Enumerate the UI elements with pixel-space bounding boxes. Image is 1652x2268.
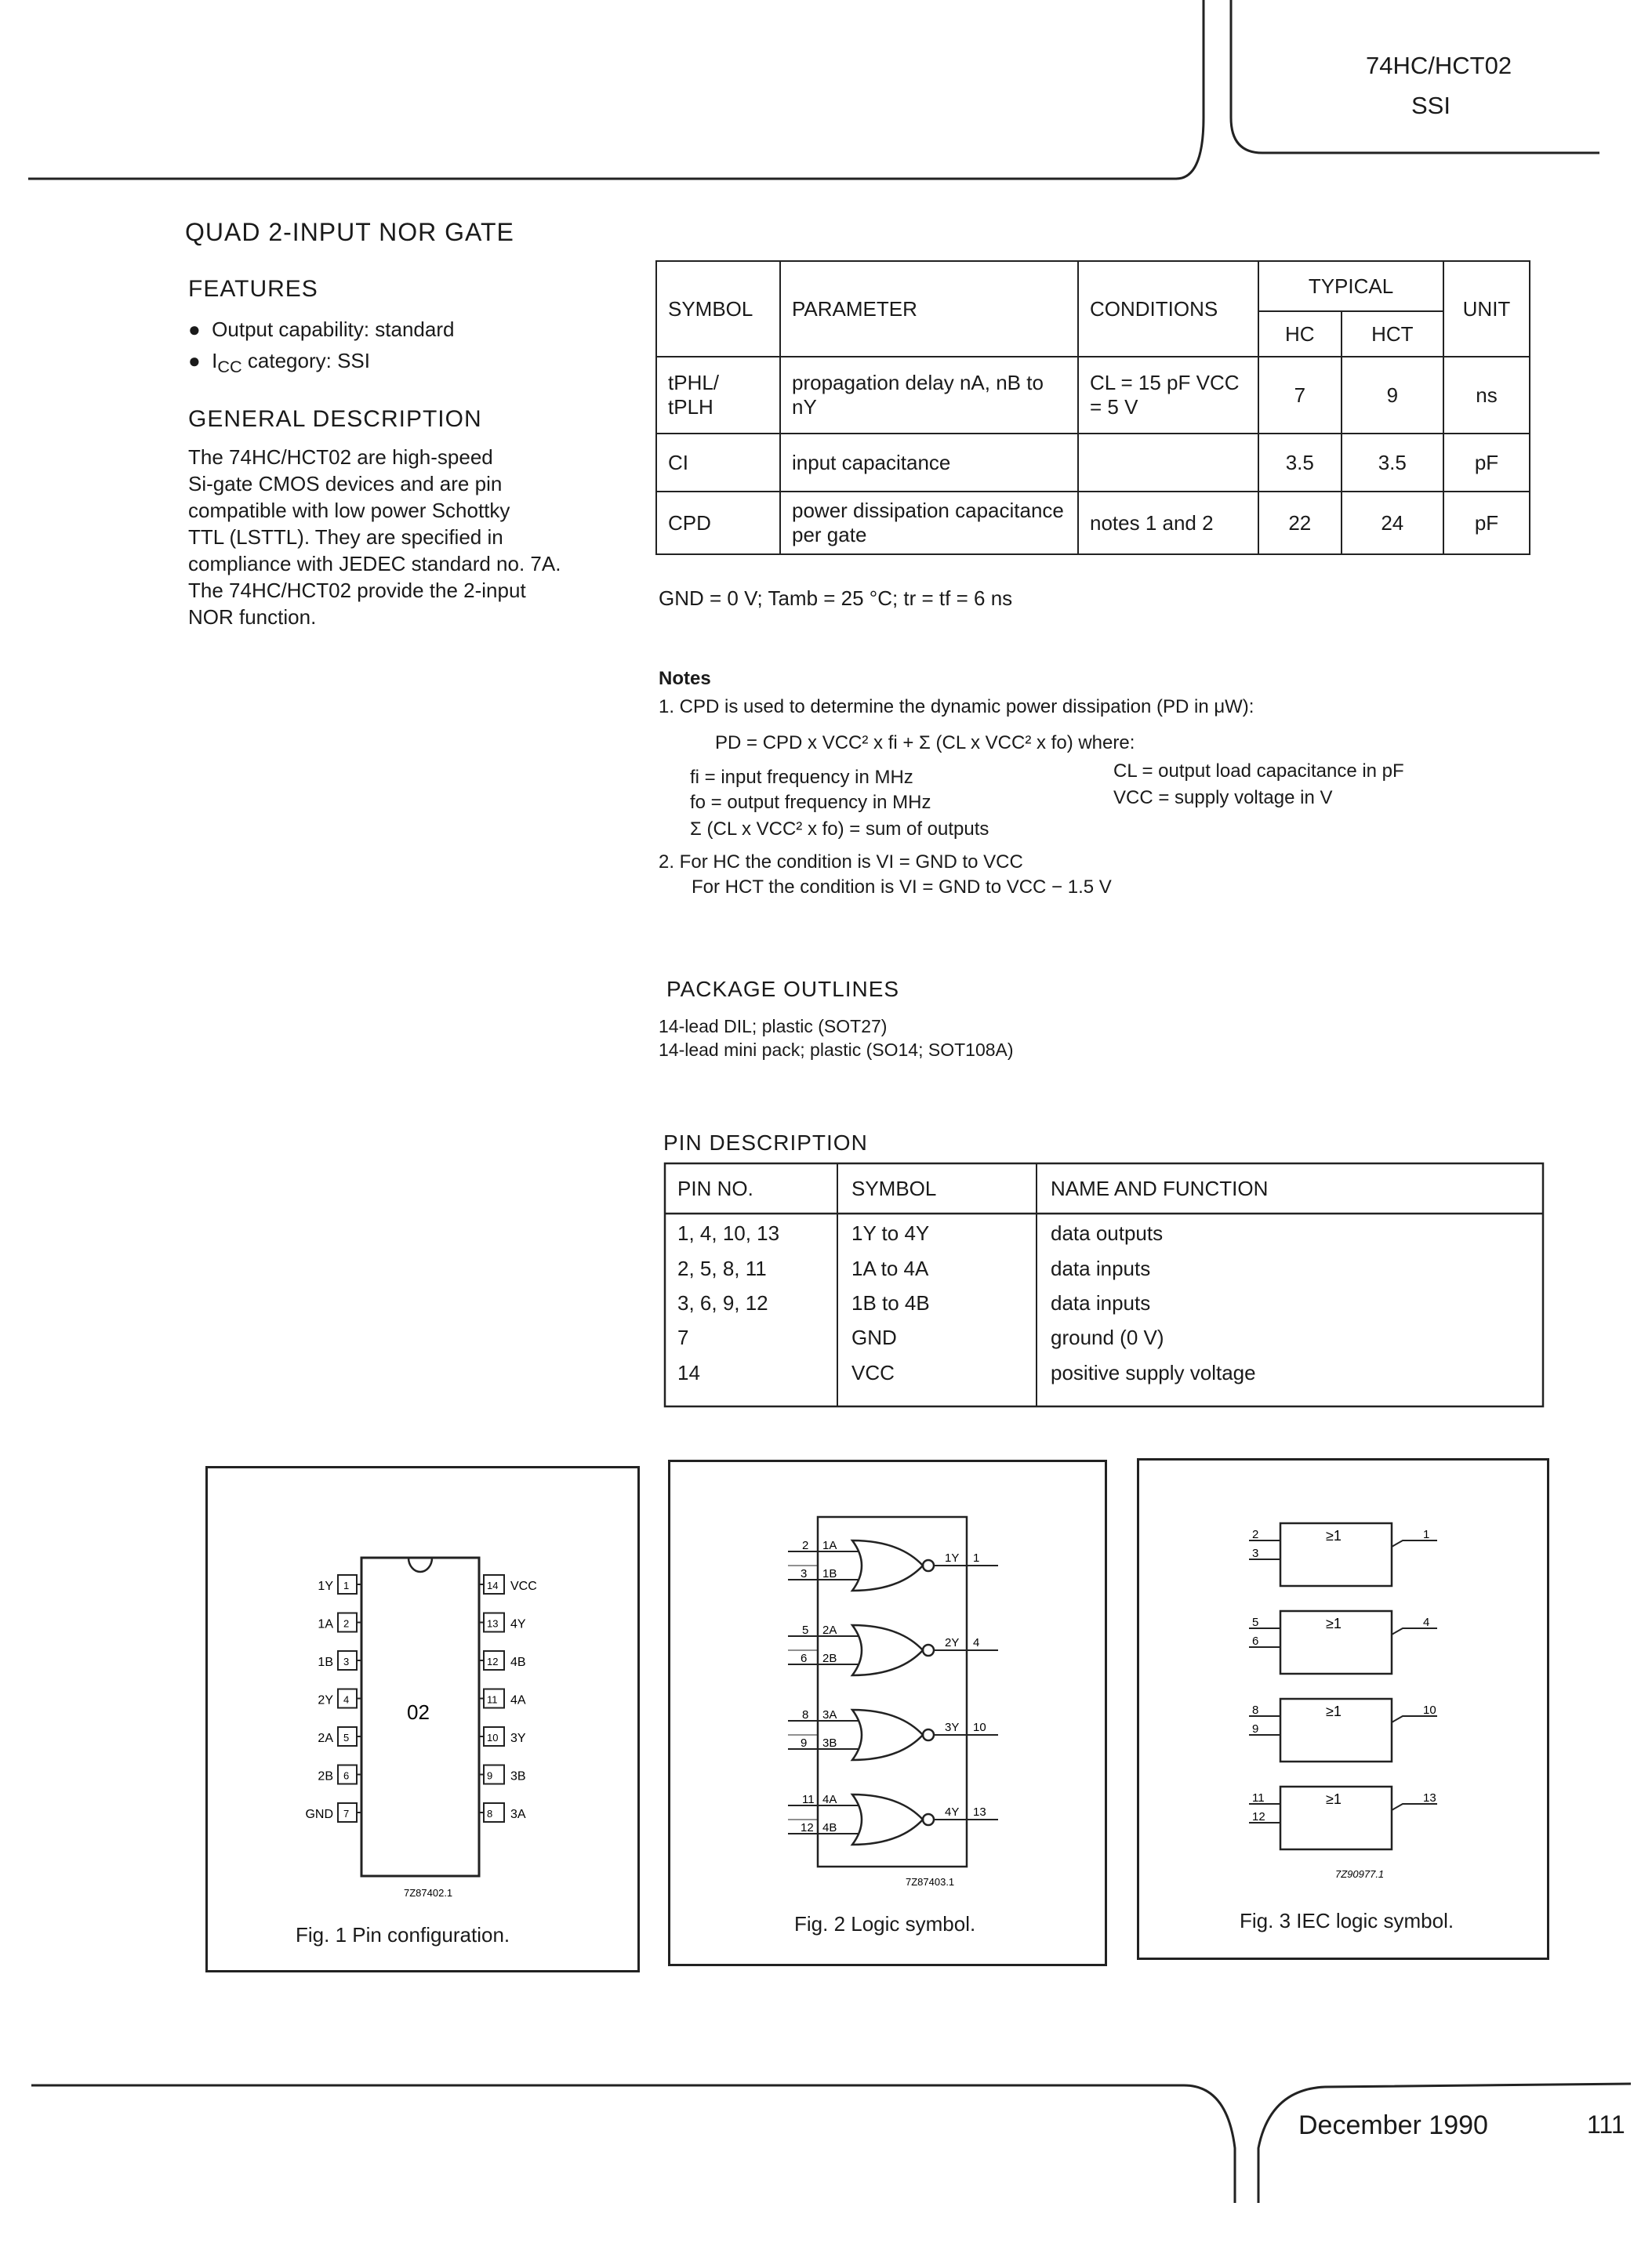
pin-number: 13: [1423, 1791, 1436, 1805]
pin-number: 8: [487, 1808, 493, 1820]
pin-number: 11: [487, 1693, 498, 1706]
input-label: 4A: [822, 1793, 837, 1806]
pin-number: 6: [343, 1769, 350, 1782]
figure-code: 7Z90977.1: [1335, 1868, 1385, 1880]
col-header: HC: [1258, 311, 1342, 357]
table-cell: ns: [1443, 357, 1530, 434]
col-header: NAME AND FUNCTION: [1051, 1176, 1269, 1200]
footer-date: December 1990: [1298, 2110, 1488, 2140]
note-equation: PD = CPD x VCC² x fi + Σ (CL x VCC² x fo) where:: [715, 732, 1135, 753]
pin-label: 2B: [318, 1769, 333, 1784]
fig3-caption: Fig. 3 IEC logic symbol.: [1240, 1909, 1454, 1932]
notes-heading: Notes: [659, 668, 711, 689]
figure-code: 7Z87403.1: [906, 1876, 955, 1888]
inversion-bubble: [923, 1729, 934, 1740]
table-cell: 7: [1258, 357, 1342, 434]
input-label: 4B: [822, 1821, 837, 1834]
footer-rules: [0, 2038, 1652, 2268]
feature-item: ● Output capability: standard: [188, 318, 455, 341]
fig1-caption: Fig. 1 Pin configuration.: [296, 1923, 510, 1947]
table-cell: data outputs: [1051, 1221, 1164, 1245]
table-cell: input capacitance: [780, 434, 1078, 492]
nor-gate: [852, 1794, 923, 1845]
pin-label: 2Y: [318, 1693, 333, 1707]
pin-number: 11: [802, 1793, 815, 1806]
table-cell: CPD: [656, 492, 780, 554]
pin-number: 3: [343, 1656, 350, 1667]
figure-code: 7Z87402.1: [404, 1887, 453, 1899]
package-line: 14-lead DIL; plastic (SOT27): [659, 1016, 888, 1036]
pin-label: 2A: [318, 1732, 333, 1745]
note-2a: 2. For HC the condition is VI = GND to VCC: [659, 851, 1023, 873]
note-vcc: VCC = supply voltage in V: [1113, 787, 1333, 808]
col-header: TYPICAL: [1258, 261, 1443, 311]
fig3-iec-logic-symbol: [1137, 1458, 1549, 1960]
fig1-pin-configuration: [205, 1466, 640, 1972]
features-heading: FEATURES: [188, 276, 318, 302]
chip-notch: [408, 1558, 432, 1572]
nor-gate: [852, 1540, 923, 1591]
pin-label: 1B: [318, 1656, 333, 1669]
table-cell: tPHL/ tPLH: [656, 357, 780, 434]
output-wire: [1392, 1628, 1437, 1635]
product-family: SSI: [1411, 92, 1450, 119]
pin-number: 10: [487, 1732, 499, 1744]
table-cell: power dissipation capacitance per gate: [780, 492, 1078, 554]
table-cell: 1Y to 4Y: [851, 1221, 930, 1245]
table-cell: 1A to 4A: [851, 1256, 929, 1280]
table-cell: data inputs: [1051, 1290, 1151, 1315]
table-cell: 9: [1342, 357, 1443, 434]
fig3-diagram: [1139, 1461, 1547, 1900]
chip-label: 02: [407, 1700, 430, 1724]
pin-label: 3A: [510, 1808, 526, 1821]
pin-number: 2: [1252, 1528, 1259, 1541]
pin-number: 9: [487, 1769, 493, 1782]
input-label: 1A: [822, 1539, 837, 1552]
table-row: [663, 1286, 1546, 1320]
table-footnote: GND = 0 V; Tamb = 25 °C; tr = tf = 6 ns: [659, 586, 1013, 610]
pin-label: 3B: [510, 1769, 526, 1784]
general-description-heading: GENERAL DESCRIPTION: [188, 406, 482, 432]
input-label: 3A: [822, 1708, 837, 1722]
table-cell: pF: [1443, 434, 1530, 492]
input-label: 2A: [822, 1624, 837, 1637]
pin-number: 1: [973, 1551, 980, 1565]
pin-number: 5: [802, 1624, 809, 1637]
output-wire: [1392, 1804, 1437, 1810]
pin-number: 12: [1252, 1810, 1265, 1823]
general-description: The 74HC/HCT02 are high-speed Si-gate CMOS devices and are pin compatible with low power Schottky TTL (LSTTL). They are specified in compliance with JEDEC standard no. 7A. The 74HC/HCT02 provide the 2-input NOR function.: [188, 445, 561, 629]
table-cell: CI: [656, 434, 780, 492]
pin-table: [663, 1162, 1546, 1391]
fig2-diagram: [670, 1462, 1105, 1901]
table-cell: pF: [1443, 492, 1530, 554]
inversion-bubble: [923, 1560, 934, 1571]
table-cell: [1078, 434, 1258, 492]
pin-number: 9: [801, 1736, 808, 1750]
pin-number: 4: [343, 1693, 350, 1706]
part-number: 74HC/HCT02: [1366, 52, 1512, 79]
pin-number: 13: [487, 1617, 499, 1630]
col-header: SYMBOL: [656, 261, 780, 357]
page-number: 111: [1587, 2110, 1625, 2139]
table-row: [663, 1320, 1546, 1355]
col-header: HCT: [1342, 311, 1443, 357]
note-1: 1. CPD is used to determine the dynamic power dissipation (PD in μW):: [659, 696, 1254, 717]
pin-label: 1A: [318, 1617, 333, 1631]
note-fi: fi = input frequency in MHz: [690, 767, 913, 788]
table-cell: data inputs: [1051, 1256, 1151, 1280]
note-sum: Σ (CL x VCC² x fo) = sum of outputs: [690, 818, 989, 840]
table-cell: CL = 15 pF VCC = 5 V: [1078, 357, 1258, 434]
pin-number: 7: [343, 1808, 350, 1820]
pin-label: GND: [305, 1808, 333, 1821]
feature-item: ● $I_{CC}$ category: SSI: [188, 349, 370, 377]
table-cell: notes 1 and 2: [1078, 492, 1258, 554]
pin-label: VCC: [510, 1580, 537, 1593]
iec-function-label: ≥1: [1326, 1616, 1342, 1631]
nor-gate: [852, 1710, 923, 1760]
note-fo: fo = output frequency in MHz: [690, 792, 931, 813]
table-cell: 24: [1342, 492, 1443, 554]
note-cl: CL = output load capacitance in pF: [1113, 760, 1404, 782]
table-cell: GND: [851, 1325, 897, 1349]
spec-table: [655, 260, 1530, 555]
pin-number: 10: [973, 1721, 986, 1734]
pin-number: 13: [973, 1805, 986, 1819]
pin-label: 4B: [510, 1656, 526, 1669]
pin-number: 3: [1252, 1547, 1259, 1560]
table-cell: 1, 4, 10, 13: [677, 1221, 780, 1245]
pin-number: 8: [1252, 1704, 1259, 1717]
pin-number: 2: [802, 1539, 809, 1552]
table-cell: positive supply voltage: [1051, 1360, 1256, 1384]
iec-function-label: ≥1: [1326, 1704, 1342, 1719]
table-cell: propagation delay nA, nB to nY: [780, 357, 1078, 434]
fig2-logic-symbol: [668, 1460, 1107, 1966]
col-header: CONDITIONS: [1078, 261, 1258, 357]
col-header: SYMBOL: [851, 1176, 937, 1200]
pin-label: 4A: [510, 1693, 526, 1707]
table-cell: 7: [677, 1325, 689, 1349]
output-wire: [1392, 1540, 1437, 1547]
iec-function-label: ≥1: [1326, 1791, 1342, 1807]
table-cell: VCC: [851, 1360, 895, 1384]
pin-number: 14: [487, 1580, 499, 1591]
inversion-bubble: [923, 1645, 934, 1656]
pin-number: 11: [1252, 1791, 1265, 1805]
fig2-caption: Fig. 2 Logic symbol.: [794, 1912, 976, 1936]
output-label: 2Y: [945, 1636, 960, 1649]
pin-label: 1Y: [318, 1580, 333, 1593]
nor-gate: [852, 1625, 923, 1675]
pin-number: 5: [1252, 1616, 1259, 1629]
pin-label: 4Y: [510, 1617, 526, 1631]
table-cell: 22: [1258, 492, 1342, 554]
pin-number: 1: [343, 1580, 350, 1591]
output-label: 3Y: [945, 1721, 960, 1734]
pin-label: 3Y: [510, 1732, 526, 1745]
table-row: [663, 1251, 1546, 1286]
note-2b: For HCT the condition is VI = GND to VCC − 1.5 V: [692, 876, 1112, 898]
pin-number: 4: [973, 1636, 980, 1649]
table-cell: 3.5: [1258, 434, 1342, 492]
table-cell: 1B to 4B: [851, 1290, 930, 1315]
input-label: 1B: [822, 1567, 837, 1580]
table-cell: 3.5: [1342, 434, 1443, 492]
pin-number: 2: [343, 1617, 350, 1630]
table-cell: ground (0 V): [1051, 1325, 1164, 1349]
pin-number: 6: [1252, 1635, 1259, 1648]
pin-number: 6: [801, 1652, 808, 1665]
pin-number: 5: [343, 1732, 350, 1744]
table-cell: 2, 5, 8, 11: [677, 1256, 767, 1280]
fig1-diagram: [208, 1468, 637, 1907]
output-label: 4Y: [945, 1805, 960, 1819]
iec-function-label: ≥1: [1326, 1528, 1342, 1544]
pin-number: 4: [1423, 1616, 1430, 1629]
header-rules: [0, 0, 1652, 204]
page-title: QUAD 2-INPUT NOR GATE: [185, 218, 514, 246]
table-row: [663, 1215, 1546, 1251]
input-label: 3B: [822, 1736, 837, 1750]
input-label: 2B: [822, 1652, 837, 1665]
table-cell: 3, 6, 9, 12: [677, 1290, 768, 1315]
col-header: PIN NO.: [677, 1176, 753, 1200]
pin-number: 3: [801, 1567, 808, 1580]
col-header: PARAMETER: [780, 261, 1078, 357]
package-line: 14-lead mini pack; plastic (SO14; SOT108A): [659, 1040, 1014, 1060]
pin-number: 8: [802, 1708, 809, 1722]
package-heading: PACKAGE OUTLINES: [666, 977, 900, 1001]
pin-description-heading: PIN DESCRIPTION: [663, 1130, 868, 1155]
output-label: 1Y: [945, 1551, 960, 1565]
col-header: UNIT: [1443, 261, 1530, 357]
table-row: [663, 1355, 1546, 1391]
output-wire: [1392, 1716, 1437, 1722]
pin-number: 1: [1423, 1528, 1430, 1541]
pin-number: 10: [1423, 1704, 1436, 1717]
pin-number: 12: [801, 1821, 814, 1834]
table-cell: 14: [677, 1360, 700, 1384]
inversion-bubble: [923, 1814, 934, 1825]
pin-number: 9: [1252, 1722, 1259, 1736]
pin-number: 12: [487, 1656, 499, 1667]
